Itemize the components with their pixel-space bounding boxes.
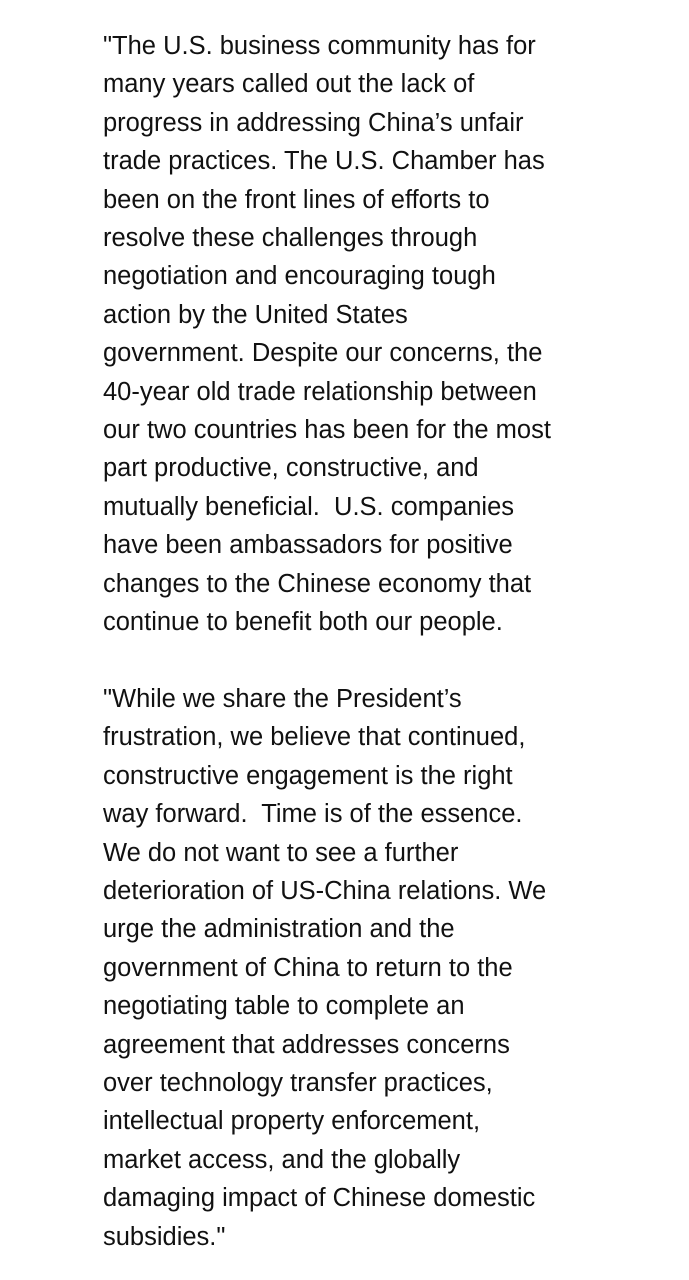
paragraph-line: urge the administration and the: [103, 915, 455, 944]
statement-paragraph-1: [103, 27, 673, 642]
paragraph-line: trade practices. The U.S. Chamber has: [103, 147, 545, 176]
paragraph-line: our two countries has been for the most: [103, 416, 551, 445]
paragraph-line: frustration, we believe that continued,: [103, 723, 526, 752]
paragraph-line: "While we share the President’s: [103, 685, 462, 713]
paragraph-line: government of China to return to the: [103, 953, 513, 982]
paragraph-line: deterioration of US-China relations. We: [103, 877, 547, 906]
paragraph-line: intellectual property enforcement,: [103, 1107, 481, 1136]
paragraph-line: continue to benefit both our people.: [103, 608, 503, 637]
paragraph-line: over technology transfer practices,: [103, 1069, 493, 1098]
paragraph-line: resolve these challenges through: [103, 224, 478, 253]
paragraph-line: damaging impact of Chinese domestic: [103, 1184, 536, 1213]
paragraph-line: We do not want to see a further: [103, 838, 459, 867]
statement-paragraph-2: [103, 680, 673, 1256]
paragraph-line: action by the United States: [103, 300, 408, 329]
paragraph-line: negotiation and encouraging tough: [103, 262, 496, 291]
paragraph-line: many years called out the lack of: [103, 70, 475, 99]
paragraph-line: have been ambassadors for positive: [103, 531, 513, 560]
paragraph-line: constructive engagement is the right: [103, 761, 513, 790]
paragraph-line: "The U.S. business community has for: [103, 32, 536, 60]
paragraph-line: changes to the Chinese economy that: [103, 569, 532, 598]
paragraph-line: part productive, constructive, and: [103, 454, 479, 483]
paragraph-line: progress in addressing China’s unfair: [103, 108, 524, 137]
paragraph-line: negotiating table to complete an: [103, 992, 465, 1021]
paragraph-line: been on the front lines of efforts to: [103, 185, 490, 214]
statement-document: [103, 27, 673, 1256]
paragraph-line: 40-year old trade relationship between: [103, 377, 537, 406]
paragraph-line: market access, and the globally: [103, 1145, 461, 1174]
paragraph-line: mutually beneficial. U.S. companies: [103, 492, 515, 521]
paragraph-line: government. Despite our concerns, the: [103, 339, 543, 368]
paragraph-line: subsidies.": [103, 1222, 226, 1251]
paragraph-line: agreement that addresses concerns: [103, 1030, 510, 1059]
paragraph-line: way forward. Time is of the essence.: [103, 800, 523, 829]
